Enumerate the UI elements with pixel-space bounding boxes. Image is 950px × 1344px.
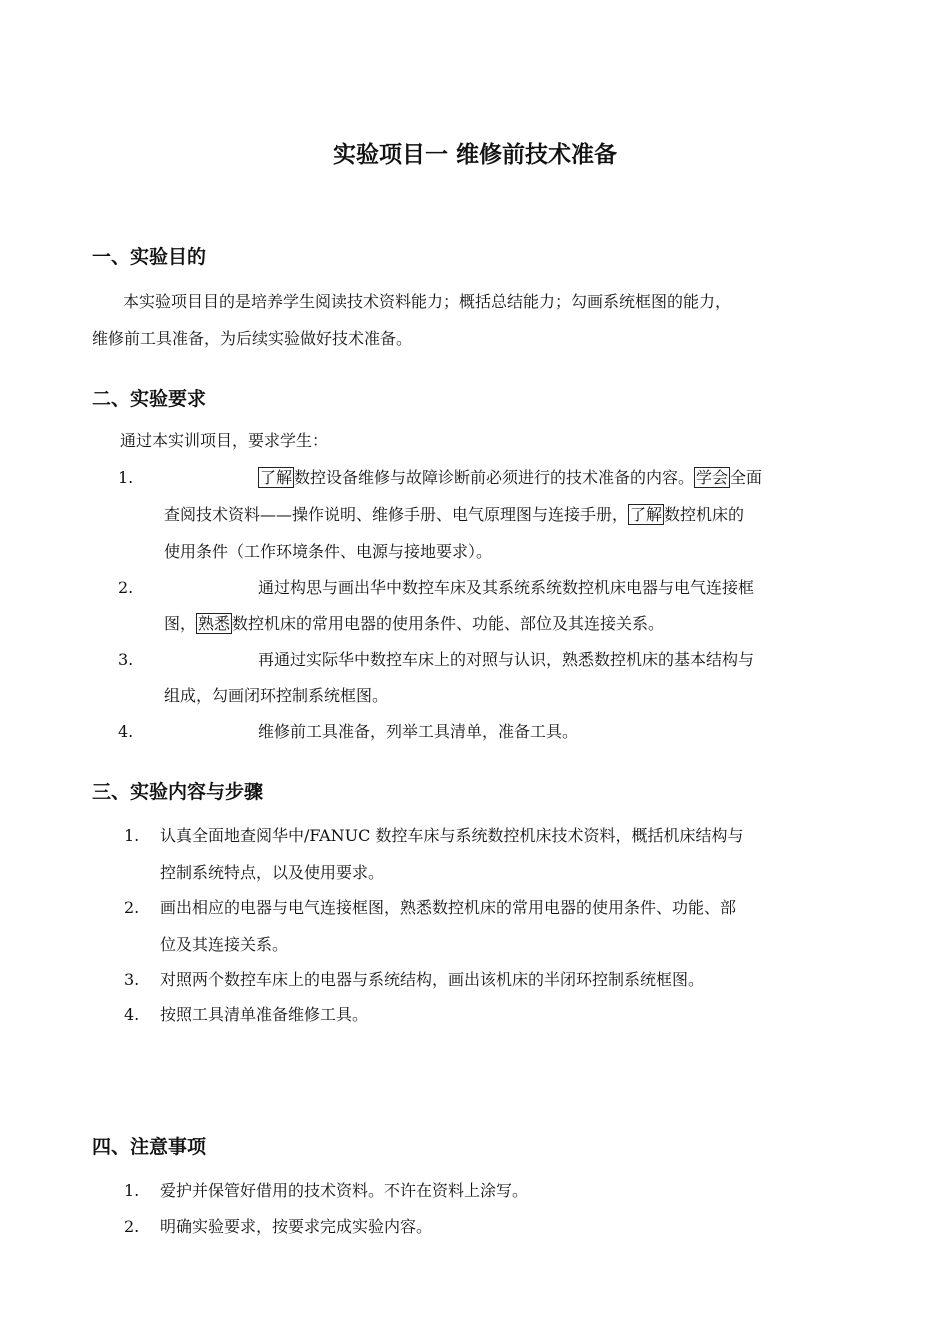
list-item-line: 维修前工具准备，列举工具清单，准备工具。: [258, 722, 579, 741]
paragraph-intro: 通过本实训项目，要求学生：: [120, 431, 329, 450]
list-number: 2.: [124, 1217, 140, 1236]
text-span: 查阅技术资料——操作说明、维修手册、电气原理图与连接手册，: [164, 505, 629, 524]
section-heading-purpose: 一、实验目的: [92, 246, 207, 268]
list-number: 2.: [124, 898, 140, 917]
list-number: 2.: [118, 578, 134, 597]
boxed-term: 了解: [630, 505, 663, 524]
list-number: 1.: [124, 1181, 140, 1200]
list-item-line: 画出相应的电器与电气连接框图，熟悉数控机床的常用电器的使用条件、功能、部: [160, 898, 737, 917]
list-item-line: 位及其连接关系。: [160, 935, 289, 954]
list-item-line: [258, 460, 762, 496]
list-item-line: 爱护并保管好借用的技术资料。不许在资料上涂写。: [160, 1181, 529, 1200]
list-number: 3.: [118, 650, 134, 669]
text-span: 数控设备维修与故障诊断前必须进行的技术准备的内容。: [294, 468, 695, 487]
list-item-line: 明确实验要求，按要求完成实验内容。: [160, 1217, 433, 1236]
list-item-line: 按照工具清单准备维修工具。: [160, 1005, 369, 1024]
boxed-term: 了解: [260, 468, 293, 487]
section-heading-notes: 四、注意事项: [92, 1136, 207, 1158]
text-span: 数控机床的: [664, 505, 745, 524]
list-number: 1.: [124, 826, 140, 845]
list-item-line: [164, 497, 744, 533]
list-item-line: 认真全面地查阅华中/FANUC 数控车床与系统数控机床技术资料，概括机床结构与: [160, 826, 744, 845]
section-heading-requirements: 二、实验要求: [92, 388, 207, 410]
section-heading-steps: 三、实验内容与步骤: [92, 781, 264, 803]
boxed-term: 熟悉: [198, 614, 231, 633]
text-span: 图，: [164, 614, 197, 633]
list-item-line: 使用条件（工作环境条件、电源与接地要求）。: [164, 542, 493, 561]
list-item-line: 组成，勾画闭环控制系统框图。: [164, 686, 389, 705]
list-item-line: 对照两个数控车床上的电器与系统结构，画出该机床的半闭环控制系统框图。: [160, 970, 705, 989]
list-number: 1.: [118, 468, 134, 487]
list-item-line: 通过构思与画出华中数控车床及其系统系统数控机床电器与电气连接框: [258, 578, 755, 597]
list-number: 4.: [118, 722, 134, 741]
list-number: 4.: [124, 1005, 140, 1024]
list-item-line: [164, 606, 664, 642]
paragraph-line: 本实验项目目的是培养学生阅读技术资料能力；概括总结能力；勾画系统框图的能力，: [123, 292, 732, 311]
text-span: 数控机床的常用电器的使用条件、功能、部位及其连接关系。: [232, 614, 665, 633]
page-title: 实验项目一 维修前技术准备: [332, 142, 617, 168]
boxed-term: 学会: [696, 468, 729, 487]
paragraph-line: 维修前工具准备，为后续实验做好技术准备。: [92, 329, 413, 348]
text-span: 全面: [730, 468, 763, 487]
list-item-line: 控制系统特点，以及使用要求。: [160, 863, 385, 882]
list-item-line: 再通过实际华中数控车床上的对照与认识，熟悉数控机床的基本结构与: [258, 650, 755, 669]
list-number: 3.: [124, 970, 140, 989]
